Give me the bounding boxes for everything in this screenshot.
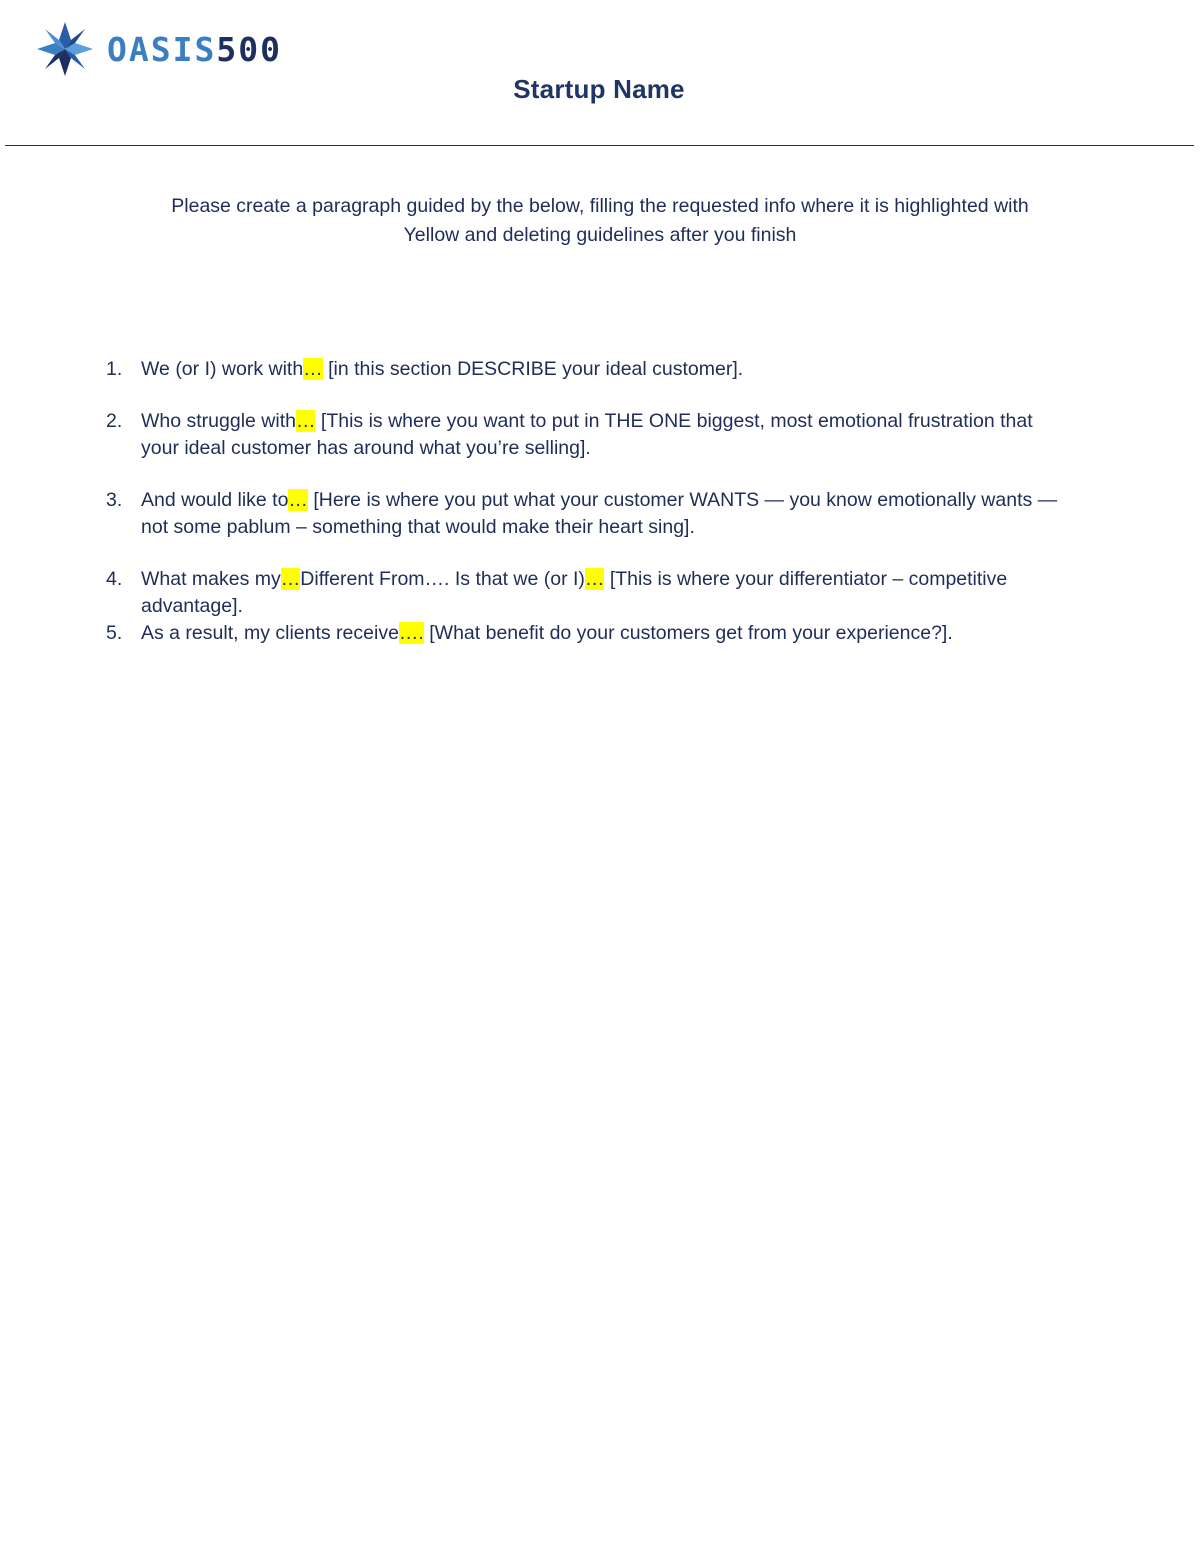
intro-paragraph — [140, 192, 1060, 250]
highlight-placeholder: … — [295, 410, 316, 432]
oasis500-logo — [35, 20, 282, 78]
highlight-placeholder: … — [288, 489, 308, 511]
star-logo-icon — [35, 20, 95, 78]
list-item-text: [What benefit do your customers get from your experience?]. — [423, 622, 953, 644]
list-item-text: Who struggle with — [141, 410, 296, 432]
highlight-placeholder: … — [280, 568, 301, 590]
logo-wordmark — [107, 29, 282, 69]
list-item — [106, 356, 1066, 383]
logo-wordmark-part2: 500 — [216, 29, 282, 69]
highlight-placeholder: …. — [398, 622, 424, 644]
list-item — [106, 566, 1066, 620]
highlight-placeholder: … — [584, 568, 605, 590]
list-item — [106, 620, 1066, 647]
guideline-list — [106, 356, 1066, 647]
highlight-placeholder: … — [303, 358, 323, 380]
intro-line-2: Yellow and deleting guidelines after you finish — [403, 224, 797, 246]
list-item-number: 4. — [106, 568, 123, 590]
intro-line-1: Please create a paragraph guided by the below, filling the requested info where it is highlighted with — [171, 195, 1029, 217]
page-title: Startup Name — [513, 74, 685, 104]
list-item-text: [This is where you want to put in THE ONE biggest, most emotional frustration that your ideal customer has around what you’re selling]. — [141, 410, 1033, 459]
list-item — [106, 408, 1066, 462]
list-item-text: And would like to — [141, 489, 289, 511]
header-divider — [5, 145, 1194, 146]
list-item-text: What makes my — [141, 568, 281, 590]
list-item-number: 1. — [106, 358, 123, 380]
list-item-number: 2. — [106, 410, 123, 432]
list-item-text: [in this section DESCRIBE your ideal customer]. — [322, 358, 744, 380]
list-item-text: We (or I) work with — [141, 358, 304, 380]
list-item-text: [Here is where you put what your customer WANTS — you know emotionally wants — not some pablum – something that would make their heart sing]. — [141, 489, 1058, 538]
list-item-text: Different From…. Is that we (or I) — [300, 568, 585, 590]
list-item-number: 5. — [106, 622, 123, 644]
list-item-number: 3. — [106, 489, 123, 511]
list-item — [106, 487, 1066, 541]
logo-wordmark-part1: OASIS — [107, 29, 217, 69]
list-item-text: As a result, my clients receive — [141, 622, 399, 644]
list-item-text: [This is where your differentiator – competitive advantage]. — [141, 568, 1008, 617]
